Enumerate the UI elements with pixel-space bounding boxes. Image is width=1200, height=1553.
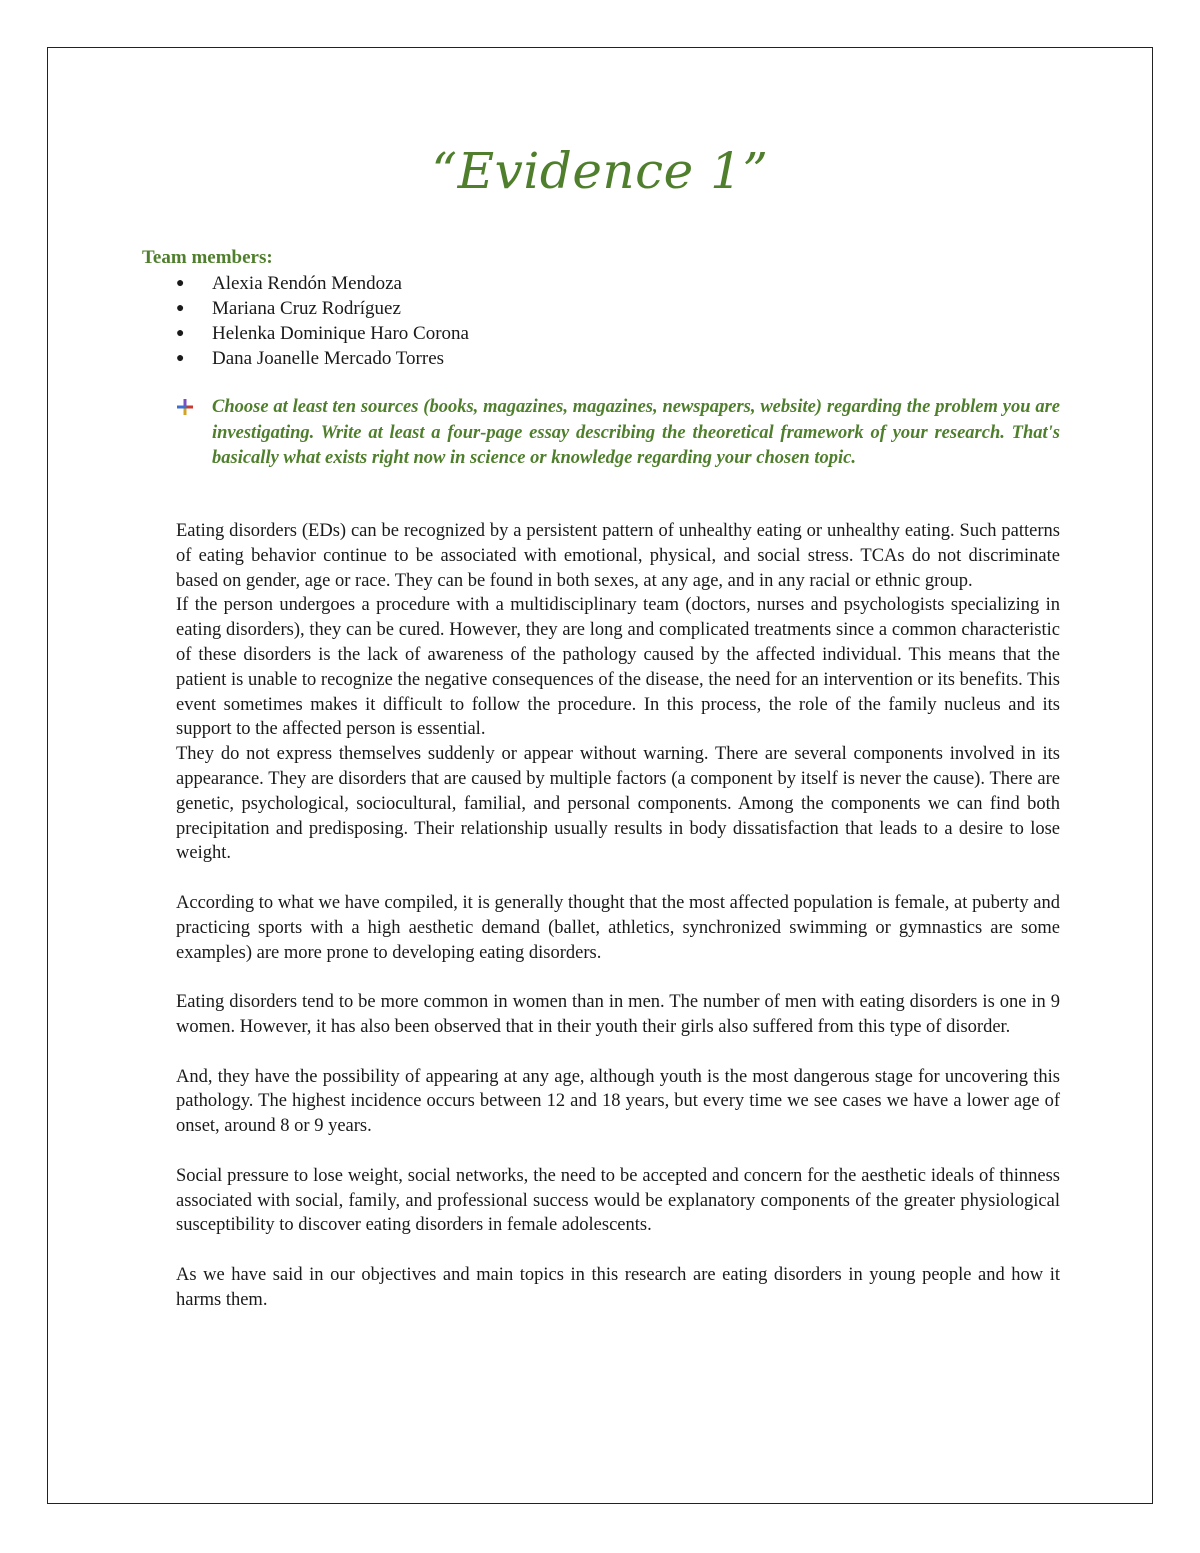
- paragraph: According to what we have compiled, it is generally thought that the most affected population is female, at puberty and practicing sports with a high aesthetic demand (ballet, athletics, synchronized swimming or gymnastics are some examples) are more prone to developing eating disorders.: [176, 892, 1060, 963]
- paragraph: As we have said in our objectives and main topics in this research are eating disorders in young people and how it harms them.: [176, 1264, 1060, 1310]
- team-member-item: [176, 271, 469, 296]
- instruction-block: [176, 395, 1060, 472]
- paragraph: They do not express themselves suddenly or appear without warning. There are several components involved in its appearance. They are disorders that are caused by multiple factors (a component by itself is never the cause). There are genetic, psychological, sociocultural, familial, and personal components. Among the components we can find both precipitation and predisposing. Their relationship usually results in body dissatisfaction that leads to a desire to lose weight.: [176, 744, 1060, 864]
- instruction-text: Choose at least ten sources (books, magazines, magazines, newspapers, website) regarding the problem you are investigating. Write at least a four-page essay describing the theoretical framework of your research. That's basically what exists right now in science or knowledge regarding your chosen topic.: [212, 397, 1060, 468]
- essay-body: [176, 519, 1060, 1313]
- paragraph: And, they have the possibility of appearing at any age, although youth is the most dangerous stage for uncovering this pathology. The highest incidence occurs between 12 and 18 years, but every time we see cases we have a lower age of onset, around 8 or 9 years.: [176, 1066, 1060, 1137]
- team-member-name: Helenka Dominique Haro Corona: [212, 323, 469, 344]
- bullet-dot-icon: ●: [176, 351, 185, 366]
- bullet-dot-icon: ●: [176, 326, 185, 341]
- plus-arrow-icon: [176, 398, 194, 416]
- team-members-list: [176, 271, 469, 371]
- team-member-name: Mariana Cruz Rodríguez: [212, 298, 401, 319]
- paragraph: Eating disorders tend to be more common in women than in men. The number of men with eating disorders is one in 9 women. However, it has also been observed that in their youth their girls also suffered from this type of disorder.: [176, 992, 1060, 1037]
- team-member-item: [176, 321, 469, 346]
- paragraph: If the person undergoes a procedure with a multidisciplinary team (doctors, nurses and psychologists specializing in eating disorders), they can be cured. However, they are long and complicated treatments since a common characteristic of these disorders is the lack of awareness of the pathology caused by the affected individual. This means that the patient is unable to recognize the negative consequences of the disease, the need for an intervention or its benefits. This event sometimes makes it difficult to follow the procedure. In this process, the role of the family nucleus and its support to the affected person is essential.: [176, 595, 1060, 740]
- team-member-name: Alexia Rendón Mendoza: [212, 273, 402, 294]
- bullet-dot-icon: ●: [176, 276, 185, 291]
- bullet-dot-icon: ●: [176, 301, 185, 316]
- team-member-item: [176, 296, 469, 321]
- paragraph: Social pressure to lose weight, social networks, the need to be accepted and concern for the aesthetic ideals of thinness associated with social, family, and professional success would be explanatory components of the greater physiological susceptibility to discover eating disorders in female adolescents.: [176, 1165, 1060, 1236]
- team-member-name: Dana Joanelle Mercado Torres: [212, 348, 445, 369]
- team-member-item: [176, 346, 469, 371]
- document-title: “Evidence 1”: [431, 142, 769, 200]
- team-members-label: Team members:: [142, 247, 273, 268]
- paragraph: Eating disorders (EDs) can be recognized by a persistent pattern of unhealthy eating or unhealthy eating. Such patterns of eating behavior continue to be associated with emotional, physical, and social stress. TCAs do not discriminate based on gender, age or race. They can be found in both sexes, at any age, and in any racial or ethnic group.: [176, 521, 1060, 591]
